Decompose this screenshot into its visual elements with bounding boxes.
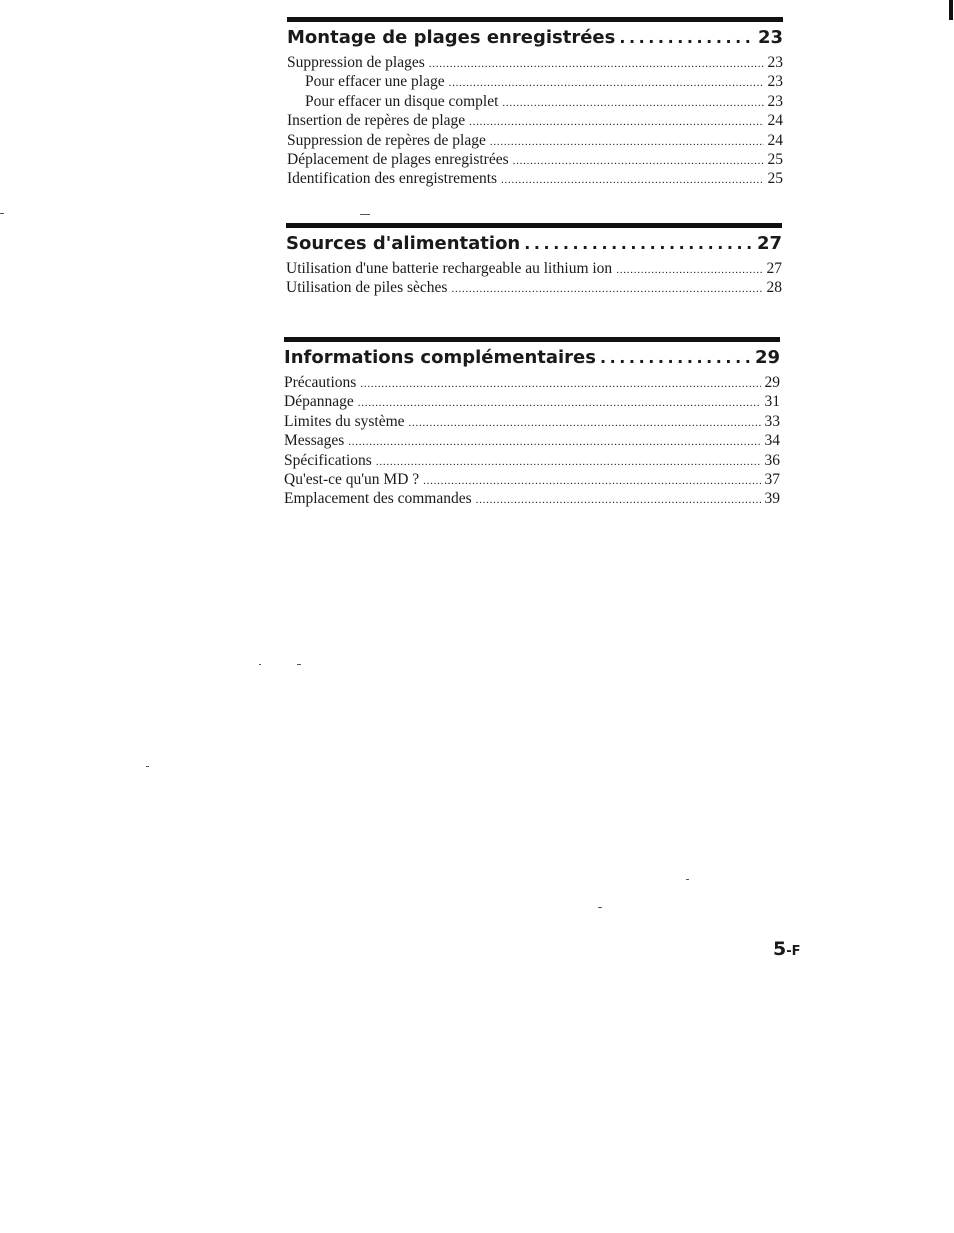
- page-number: [773, 938, 801, 960]
- entry-title: Messages: [284, 432, 345, 450]
- entry-title: Pour effacer une plage: [305, 73, 445, 91]
- dot-leader: [619, 26, 754, 50]
- entry-page: 23: [767, 92, 783, 110]
- section-rule: [284, 337, 780, 342]
- entry-title: Spécifications: [284, 451, 372, 469]
- dot-leader: [469, 112, 763, 131]
- dot-leader: [409, 413, 761, 432]
- entry-page: 23: [767, 54, 783, 71]
- toc-entry[interactable]: [284, 413, 780, 432]
- scan-speck: [297, 664, 301, 665]
- entry-title: Dépannage: [284, 393, 354, 411]
- toc-entry[interactable]: [287, 54, 783, 73]
- dot-leader: [501, 170, 763, 189]
- toc-entry[interactable]: [284, 471, 780, 490]
- entry-page: 39: [764, 490, 780, 508]
- section-page: 23: [757, 27, 783, 48]
- section-heading[interactable]: [284, 346, 780, 370]
- toc-entry[interactable]: [287, 170, 783, 189]
- section-rule: [287, 17, 783, 22]
- entry-title: Identification des enregistrements: [287, 170, 498, 188]
- toc-section-montage: [287, 17, 783, 190]
- entry-page: 31: [764, 393, 780, 411]
- entry-page: 36: [764, 451, 780, 469]
- entry-title: Emplacement des commandes: [284, 490, 472, 508]
- scan-speck: [686, 879, 689, 880]
- entry-title: Pour effacer un disque complet: [305, 92, 499, 110]
- dot-leader: [600, 346, 751, 370]
- entry-title: Suppression de repères de plage: [287, 131, 486, 149]
- entry-title: Limites du système: [284, 412, 405, 430]
- scan-speck: [0, 213, 4, 214]
- entry-title: Suppression de plages: [287, 54, 425, 71]
- section-heading[interactable]: [287, 26, 783, 50]
- section-title: Informations complémentaires: [284, 347, 596, 368]
- entry-page: 33: [764, 412, 780, 430]
- section-rule: [286, 223, 782, 228]
- entry-page: 28: [766, 279, 782, 297]
- dot-leader: [423, 471, 760, 490]
- scan-speck: [360, 214, 370, 215]
- dot-leader: [360, 374, 760, 393]
- toc-entry[interactable]: [284, 374, 780, 393]
- section-title: Sources d'alimentation: [286, 233, 521, 254]
- dot-leader: [429, 54, 764, 73]
- entry-title: Qu'est-ce qu'un MD ?: [284, 471, 420, 489]
- scan-speck: [146, 766, 149, 767]
- entry-title: Utilisation d'une batterie rechargeable au lithium ion: [286, 260, 613, 277]
- toc-entry[interactable]: [284, 452, 780, 471]
- entry-page: 25: [767, 170, 783, 188]
- entry-page: 23: [767, 73, 783, 91]
- dot-leader: [502, 93, 763, 112]
- entry-page: 34: [764, 432, 780, 450]
- dot-leader: [449, 73, 764, 92]
- entry-page: 27: [766, 260, 782, 277]
- dot-leader: [524, 232, 753, 256]
- dot-leader: [451, 279, 762, 298]
- entry-page: 25: [767, 151, 783, 169]
- page-number-suffix: -F: [786, 944, 801, 959]
- toc-entry[interactable]: [286, 279, 782, 298]
- dot-leader: [513, 151, 764, 170]
- page-number-value: 5: [773, 938, 787, 960]
- section-heading[interactable]: [286, 232, 782, 256]
- dot-leader: [616, 260, 762, 279]
- toc-entry[interactable]: [286, 260, 782, 279]
- toc-subentry[interactable]: [287, 93, 783, 112]
- dot-leader: [348, 432, 760, 451]
- scan-speck: [259, 664, 261, 665]
- dot-leader: [376, 452, 761, 471]
- section-page: 27: [756, 233, 782, 254]
- toc-entry[interactable]: [287, 132, 783, 151]
- scan-edge-mark: [949, 0, 953, 20]
- toc-section-sources: [286, 223, 782, 299]
- toc-section-informations: [284, 337, 780, 510]
- entry-title: Insertion de repères de plage: [287, 112, 466, 130]
- dot-leader: [358, 393, 761, 412]
- entry-title: Précautions: [284, 374, 357, 391]
- toc-entry[interactable]: [287, 151, 783, 170]
- toc-entry[interactable]: [284, 393, 780, 412]
- entry-page: 29: [764, 374, 780, 391]
- dot-leader: [476, 490, 761, 509]
- entry-title: Utilisation de piles sèches: [286, 279, 448, 297]
- toc-subentry[interactable]: [287, 73, 783, 92]
- entry-page: 24: [767, 131, 783, 149]
- toc-entry[interactable]: [287, 112, 783, 131]
- section-page: 29: [754, 347, 780, 368]
- scan-speck: [598, 907, 602, 908]
- entry-page: 37: [764, 471, 780, 489]
- dot-leader: [490, 132, 764, 151]
- entry-title: Déplacement de plages enregistrées: [287, 151, 509, 169]
- toc-entry[interactable]: [284, 432, 780, 451]
- entry-page: 24: [767, 112, 783, 130]
- toc-entry[interactable]: [284, 490, 780, 509]
- section-title: Montage de plages enregistrées: [287, 27, 616, 48]
